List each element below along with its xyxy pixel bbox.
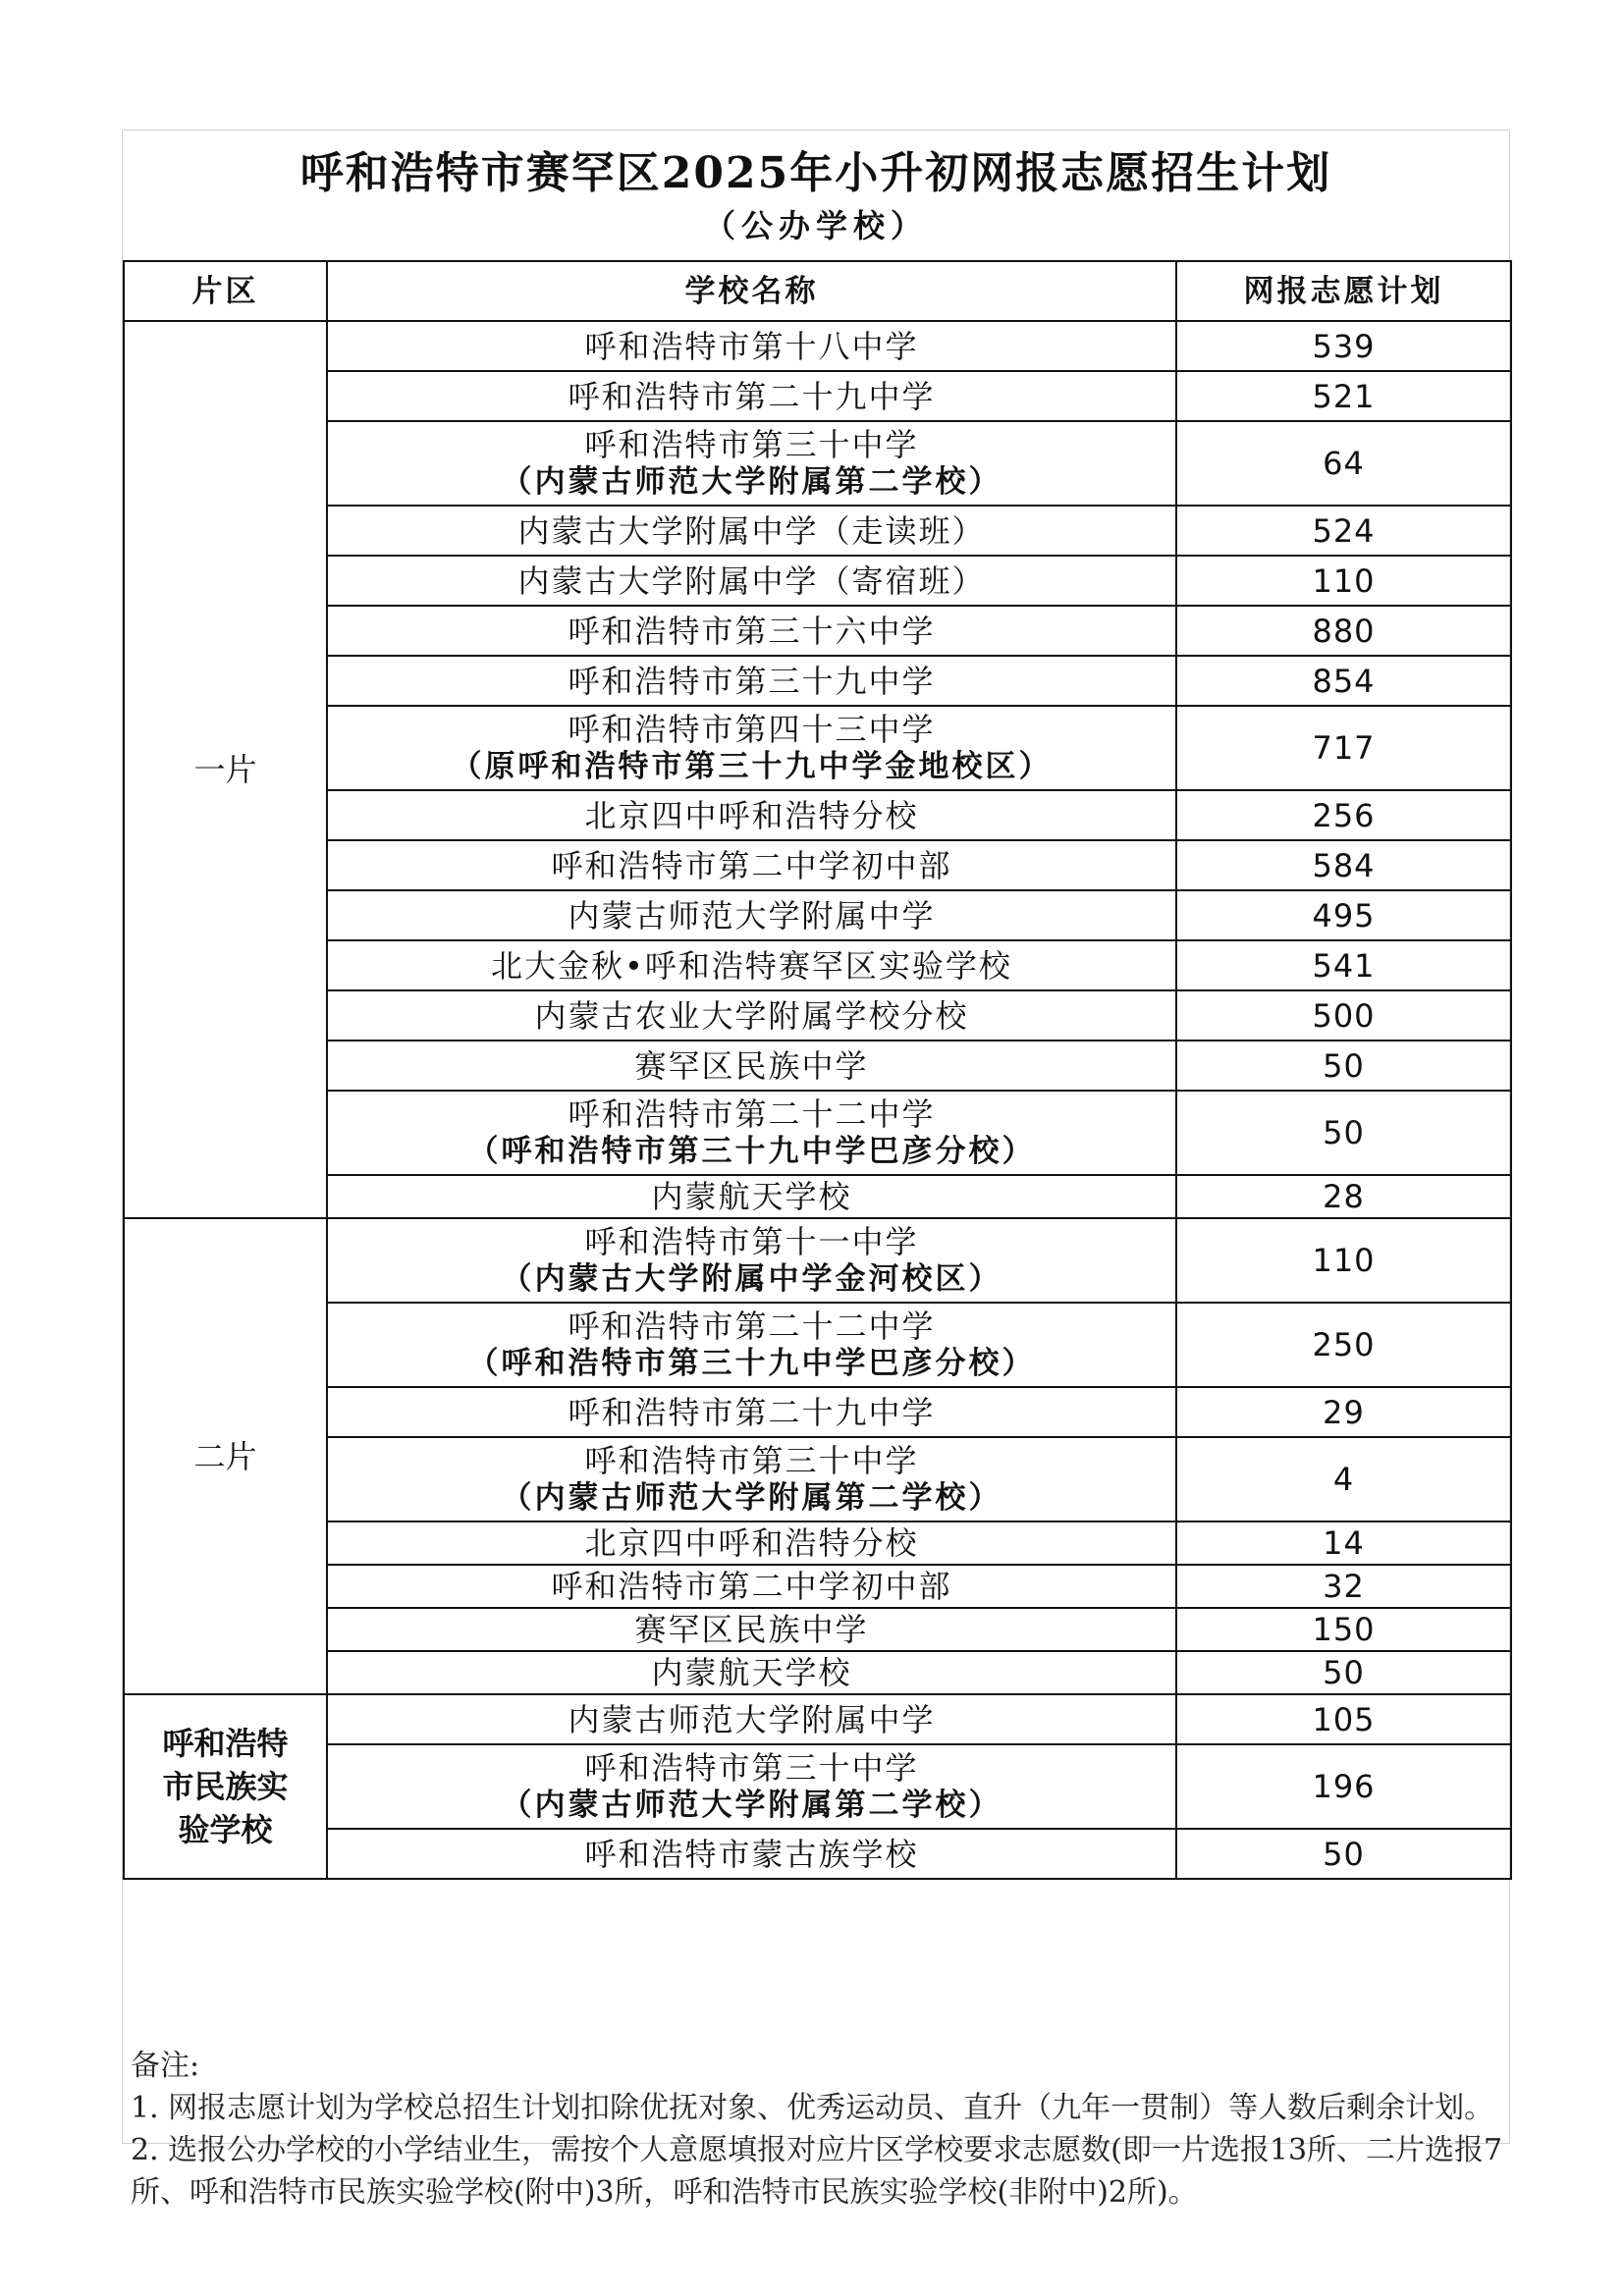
school-name: 呼和浩特市第二十九中学 bbox=[568, 377, 936, 415]
plan-count-cell: 541 bbox=[1176, 940, 1511, 990]
table-row bbox=[124, 506, 1511, 556]
plan-count-cell: 50 bbox=[1176, 1829, 1511, 1879]
table-row bbox=[124, 321, 1511, 371]
school-campus-note: （呼和浩特市第三十九中学巴彦分校） bbox=[467, 1346, 1036, 1381]
plan-count-cell: 196 bbox=[1176, 1744, 1511, 1829]
table-row bbox=[124, 840, 1511, 890]
plan-count-cell: 14 bbox=[1176, 1522, 1511, 1565]
zone-label-line: 验学校 bbox=[178, 1811, 273, 1848]
table-row bbox=[124, 1744, 1511, 1829]
plan-count-cell: 500 bbox=[1176, 990, 1511, 1041]
header-plan: 网报志愿计划 bbox=[1176, 261, 1511, 321]
plan-count-cell: 105 bbox=[1176, 1694, 1511, 1744]
school-name: 内蒙古大学附属中学（走读班） bbox=[517, 511, 986, 550]
plan-count-cell: 50 bbox=[1176, 1041, 1511, 1091]
school-name: 呼和浩特市第十一中学 bbox=[584, 1223, 919, 1260]
header-school: 学校名称 bbox=[327, 261, 1176, 321]
school-name: 呼和浩特市第三十九中学 bbox=[568, 662, 936, 700]
school-name: 北京四中呼和浩特分校 bbox=[584, 1524, 919, 1562]
school-name: 内蒙古农业大学附属学校分校 bbox=[534, 996, 969, 1035]
school-name: 北大金秋•呼和浩特赛罕区实验学校 bbox=[491, 946, 1012, 985]
school-campus-note: （内蒙古师范大学附属第二学校） bbox=[501, 1788, 1002, 1823]
school-name-cell bbox=[327, 1218, 1176, 1303]
school-name: 呼和浩特市第三十中学 bbox=[584, 426, 919, 463]
table-row bbox=[124, 990, 1511, 1041]
school-name-cell bbox=[327, 1829, 1176, 1879]
note-line-2: 2. 选报公办学校的小学结业生，需按个人意愿填报对应片区学校要求志愿数(即一片选报13所、二片选报7所、呼和浩特市民族实验学校(附中)3所，呼和浩特市民族实验学校(非附中)2所)。 bbox=[131, 2133, 1503, 2210]
plan-count-cell: 4 bbox=[1176, 1437, 1511, 1522]
school-name-cell bbox=[327, 1694, 1176, 1744]
table-row bbox=[124, 556, 1511, 606]
school-name: 呼和浩特市第二中学初中部 bbox=[551, 846, 952, 884]
table-row bbox=[124, 1175, 1511, 1218]
school-name-cell bbox=[327, 1091, 1176, 1175]
table-row bbox=[124, 1565, 1511, 1608]
school-name-cell bbox=[327, 506, 1176, 556]
plan-count-cell: 29 bbox=[1176, 1387, 1511, 1437]
plan-count-cell: 28 bbox=[1176, 1175, 1511, 1218]
school-name-cell bbox=[327, 1744, 1176, 1829]
plan-count-cell: 50 bbox=[1176, 1651, 1511, 1694]
plan-count-cell: 110 bbox=[1176, 1218, 1511, 1303]
school-campus-note: （内蒙古师范大学附属第二学校） bbox=[501, 1480, 1002, 1516]
school-name-cell bbox=[327, 706, 1176, 790]
table-row bbox=[124, 1091, 1511, 1175]
school-name: 呼和浩特市第二十二中学 bbox=[568, 1095, 936, 1133]
school-name: 呼和浩特市第十八中学 bbox=[584, 327, 919, 365]
school-name-cell bbox=[327, 890, 1176, 940]
notes-section bbox=[131, 2045, 1505, 2214]
school-name-cell bbox=[327, 990, 1176, 1041]
zone-cell bbox=[124, 321, 327, 1218]
school-name: 内蒙古大学附属中学（寄宿班） bbox=[517, 561, 986, 600]
page-subtitle: （公办学校） bbox=[703, 207, 928, 244]
school-campus-note: （原呼和浩特市第三十九中学金地校区） bbox=[451, 749, 1053, 784]
school-name-cell bbox=[327, 606, 1176, 656]
school-name-cell bbox=[327, 1041, 1176, 1091]
school-name: 赛罕区民族中学 bbox=[634, 1046, 869, 1085]
school-name-cell bbox=[327, 421, 1176, 506]
zone-cell bbox=[124, 1694, 327, 1879]
zone-label: 一片 bbox=[193, 751, 257, 788]
table-row bbox=[124, 1218, 1511, 1303]
school-name-cell bbox=[327, 1437, 1176, 1522]
table-row bbox=[124, 421, 1511, 506]
school-name-cell bbox=[327, 1651, 1176, 1694]
plan-count-cell: 717 bbox=[1176, 706, 1511, 790]
header-zone: 片区 bbox=[124, 261, 327, 321]
school-name-cell bbox=[327, 1387, 1176, 1437]
table-row bbox=[124, 1651, 1511, 1694]
table-row bbox=[124, 371, 1511, 421]
school-name: 内蒙航天学校 bbox=[651, 1178, 852, 1215]
plan-count-cell: 64 bbox=[1176, 421, 1511, 506]
plan-count-cell: 110 bbox=[1176, 556, 1511, 606]
table-row bbox=[124, 1437, 1511, 1522]
school-name: 内蒙古师范大学附属中学 bbox=[568, 896, 936, 934]
table-row bbox=[124, 940, 1511, 990]
school-name: 呼和浩特市第四十三中学 bbox=[568, 711, 936, 748]
table-row bbox=[124, 606, 1511, 656]
school-name-cell bbox=[327, 1522, 1176, 1565]
zone-label-line: 市民族实 bbox=[162, 1768, 289, 1805]
enrollment-plan-table bbox=[123, 260, 1512, 1880]
plan-count-cell: 524 bbox=[1176, 506, 1511, 556]
plan-count-cell: 854 bbox=[1176, 656, 1511, 706]
school-name-cell bbox=[327, 656, 1176, 706]
zone-label-line: 呼和浩特 bbox=[162, 1725, 289, 1762]
school-name: 呼和浩特市第二十二中学 bbox=[568, 1308, 936, 1345]
zone-label: 二片 bbox=[193, 1437, 257, 1475]
school-name-cell bbox=[327, 321, 1176, 371]
table-row bbox=[124, 1608, 1511, 1651]
table-row bbox=[124, 1303, 1511, 1387]
plan-count-cell: 50 bbox=[1176, 1091, 1511, 1175]
school-name-cell bbox=[327, 371, 1176, 421]
plan-count-cell: 150 bbox=[1176, 1608, 1511, 1651]
table-row bbox=[124, 1041, 1511, 1091]
school-name-cell bbox=[327, 840, 1176, 890]
school-name: 呼和浩特市第三十中学 bbox=[584, 1442, 919, 1479]
school-name-cell bbox=[327, 1175, 1176, 1218]
school-name-cell bbox=[327, 1565, 1176, 1608]
plan-count-cell: 495 bbox=[1176, 890, 1511, 940]
table-row bbox=[124, 890, 1511, 940]
zone-cell bbox=[124, 1218, 327, 1694]
school-name: 呼和浩特市第二十九中学 bbox=[568, 1393, 936, 1431]
school-name: 呼和浩特市蒙古族学校 bbox=[584, 1835, 919, 1873]
table-row bbox=[124, 1829, 1511, 1879]
table-header-row bbox=[124, 261, 1511, 321]
document-sheet bbox=[122, 130, 1510, 2210]
school-name-cell bbox=[327, 1303, 1176, 1387]
table-row bbox=[124, 1522, 1511, 1565]
plan-count-cell: 539 bbox=[1176, 321, 1511, 371]
table-row bbox=[124, 790, 1511, 840]
notes-heading: 备注: bbox=[131, 2049, 200, 2083]
school-campus-note: （内蒙古大学附属中学金河校区） bbox=[501, 1261, 1002, 1297]
table-row bbox=[124, 1387, 1511, 1437]
school-name: 呼和浩特市第三十中学 bbox=[584, 1749, 919, 1787]
school-campus-note: （呼和浩特市第三十九中学巴彦分校） bbox=[467, 1134, 1036, 1169]
title-block bbox=[123, 131, 1509, 260]
table-row bbox=[124, 1694, 1511, 1744]
school-name: 呼和浩特市第三十六中学 bbox=[568, 612, 936, 650]
school-name: 呼和浩特市第二中学初中部 bbox=[551, 1568, 952, 1605]
school-name-cell bbox=[327, 940, 1176, 990]
note-line-1: 1. 网报志愿计划为学校总招生计划扣除优抚对象、优秀运动员、直升（九年一贯制）等人数后剩余计划。 bbox=[131, 2091, 1494, 2125]
table-row bbox=[124, 656, 1511, 706]
plan-count-cell: 256 bbox=[1176, 790, 1511, 840]
plan-count-cell: 584 bbox=[1176, 840, 1511, 890]
plan-count-cell: 32 bbox=[1176, 1565, 1511, 1608]
plan-count-cell: 521 bbox=[1176, 371, 1511, 421]
school-name: 北京四中呼和浩特分校 bbox=[584, 796, 919, 834]
school-name-cell bbox=[327, 1608, 1176, 1651]
table-body bbox=[124, 321, 1511, 1879]
table-row bbox=[124, 706, 1511, 790]
plan-count-cell: 250 bbox=[1176, 1303, 1511, 1387]
school-name: 内蒙古师范大学附属中学 bbox=[568, 1700, 936, 1738]
school-name-cell bbox=[327, 556, 1176, 606]
school-name-cell bbox=[327, 790, 1176, 840]
school-name: 内蒙航天学校 bbox=[651, 1654, 852, 1691]
plan-count-cell: 880 bbox=[1176, 606, 1511, 656]
school-campus-note: （内蒙古师范大学附属第二学校） bbox=[501, 464, 1002, 500]
page-title: 呼和浩特市赛罕区2025年小升初网报志愿招生计划 bbox=[299, 148, 1332, 198]
school-name: 赛罕区民族中学 bbox=[634, 1611, 869, 1648]
